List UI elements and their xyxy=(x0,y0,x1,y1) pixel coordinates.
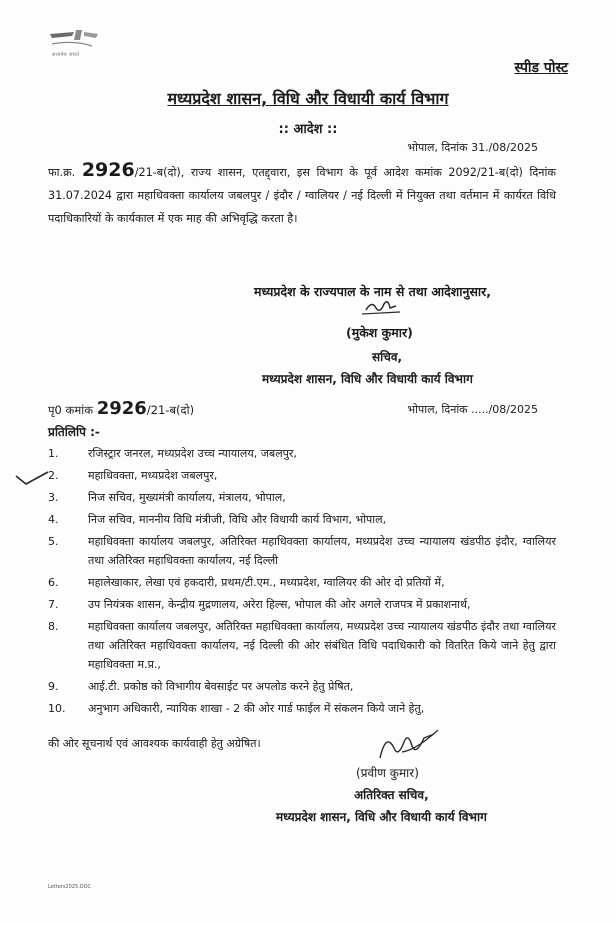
closing-line: की ओर सूचनार्थ एवं आवश्यक कार्यवाही हेतु अग्रेषित। xyxy=(48,737,261,750)
list-item xyxy=(48,466,556,485)
file-number: 2926 xyxy=(81,159,135,181)
endorsement-num: 2926 xyxy=(96,398,147,419)
list-item-text: उप नियंत्रक शासन, केन्द्रीय मुद्रणालय, अरेरा हिल्स, भोपाल की ओर अगले राजपत्र में प्रकाशनार्थ, xyxy=(88,598,471,611)
list-item xyxy=(48,699,556,718)
list-item-number: 6. xyxy=(48,576,59,589)
speed-post-label: स्पीड पोस्ट xyxy=(514,60,568,76)
signatory-2-designation: अतिरिक्त सचिव, xyxy=(354,788,429,802)
order-body: /21-ब(दो), राज्य शासन, एतद्द्वारा, इस विभाग के पूर्व आदेश कमांक 2092/21-ब(दो) दिनांक 31.07.2024 द्वारा महाधिवक्ता कार्यालय जबलपुर / इंदौर / ग्वालियर / नई दिल्ली में नियुक्त तथा वर्तमान में कार्यरत विधि पदाधिकारियों के कार्यकाल में एक माह की अभिवृद्धि करता है। xyxy=(48,166,556,225)
signatory-1-name: (मुकेश कुमार) xyxy=(346,325,413,340)
copy-list xyxy=(48,444,556,721)
signatory-2-department: मध्यप्रदेश शासन, विधि और विधायी कार्य विभाग xyxy=(276,810,487,824)
list-item xyxy=(48,617,556,674)
list-item-number: 5. xyxy=(48,535,59,548)
emblem-caption: सत्यमेव जयते xyxy=(52,52,80,58)
list-item-text: निज सचिव, मुख्यमंत्री कार्यालय, मंत्रालय, भोपाल, xyxy=(88,491,286,504)
list-item-number: 10. xyxy=(48,702,66,715)
endorsement-prefix: पृ0 कमांक xyxy=(48,403,94,417)
list-item-number: 1. xyxy=(48,447,59,460)
list-item-text: अनुभाग अधिकारी, न्यायिक शाखा - 2 की ओर गार्ड फाईल में संकलन किये जाने हेतु, xyxy=(88,702,425,715)
list-item-number: 8. xyxy=(48,620,59,633)
list-item-text: निज सचिव, माननीय विधि मंत्रीजी, विधि और विधायी कार्य विभाग, भोपाल, xyxy=(88,513,387,526)
signature-1-icon xyxy=(360,296,410,318)
list-item-text: महाधिवक्ता कार्यालय जबलपुर, अतिरिक्त महाधिवक्ता कार्यालय, मध्यप्रदेश उच्च न्यायालय खंडपीठ इंदौर तथा ग्वालियर तथा अतिरिक्त महाधिवक्ता कार्यालय, नई दिल्ली की ओर संबंधित विधि पदाधिकारी को वितरित किये जाने हेतु द्वारा महाधिवक्ता म.प्र., xyxy=(88,620,556,671)
list-item xyxy=(48,444,556,463)
list-item-text: महाधिवक्ता, मध्यप्रदेश जबलपुर, xyxy=(88,469,218,482)
handwritten-tick-icon xyxy=(14,470,50,486)
list-item-number: 4. xyxy=(48,513,59,526)
signatory-1-designation: सचिव, xyxy=(372,350,403,364)
signatory-1-department: मध्यप्रदेश शासन, विधि और विधायी कार्य विभाग xyxy=(262,372,473,386)
list-item xyxy=(48,510,556,529)
endorsement-date: भोपाल, दिनांक ...../08/2025 xyxy=(407,403,538,416)
list-item xyxy=(48,595,556,614)
list-item xyxy=(48,488,556,507)
list-item-number: 3. xyxy=(48,491,59,504)
authority-line: मध्यप्रदेश के राज्यपाल के नाम से तथा आदेशानुसार, xyxy=(254,284,491,299)
list-item xyxy=(48,677,556,696)
list-item xyxy=(48,573,556,592)
list-item-number: 2. xyxy=(48,469,59,482)
list-item-number: 7. xyxy=(48,598,59,611)
order-date: भोपाल, दिनांक 31./08/2025 xyxy=(407,141,538,154)
list-item-text: रजिस्ट्रार जनरल, मध्यप्रदेश उच्च न्यायालय, जबलपुर, xyxy=(88,447,297,460)
copy-heading: प्रतिलिपि :- xyxy=(48,425,100,439)
list-item xyxy=(48,532,556,570)
endorsement-number xyxy=(48,398,194,419)
list-item-text: महाधिवक्ता कार्यालय जबलपुर, अतिरिक्त महाधिवक्ता कार्यालय, मध्यप्रदेश उच्च न्यायालय खंडपीठ इंदौर, ग्वालियर तथा अतिरिक्त महाधिवक्ता कार्यालय, नई दिल्ली xyxy=(88,535,556,567)
list-item-text: महालेखाकार, लेखा एवं हकदारी, प्रथम/टी.एम., मध्यप्रदेश, ग्वालियर की ओर दो प्रतियों में, xyxy=(88,576,445,589)
endorsement-suffix: /21-ब(दो) xyxy=(146,403,195,417)
signature-2-icon xyxy=(372,728,442,768)
department-title: मध्यप्रदेश शासन, विधि और विधायी कार्य विभाग xyxy=(167,89,449,108)
list-item-text: आई.टी. प्रकोष्ठ को विभागीय बेवसाईट पर अपलोड करने हेतु प्रेषित, xyxy=(88,680,354,693)
file-number-prefix: फा.क्र. xyxy=(48,166,76,179)
order-heading: :: आदेश :: xyxy=(278,122,338,137)
signatory-2-name: (प्रवीण कुमार) xyxy=(356,766,419,780)
order-paragraph xyxy=(48,159,556,230)
footer-filename: Letters2025.DOC xyxy=(48,884,92,890)
list-item-number: 9. xyxy=(48,680,59,693)
